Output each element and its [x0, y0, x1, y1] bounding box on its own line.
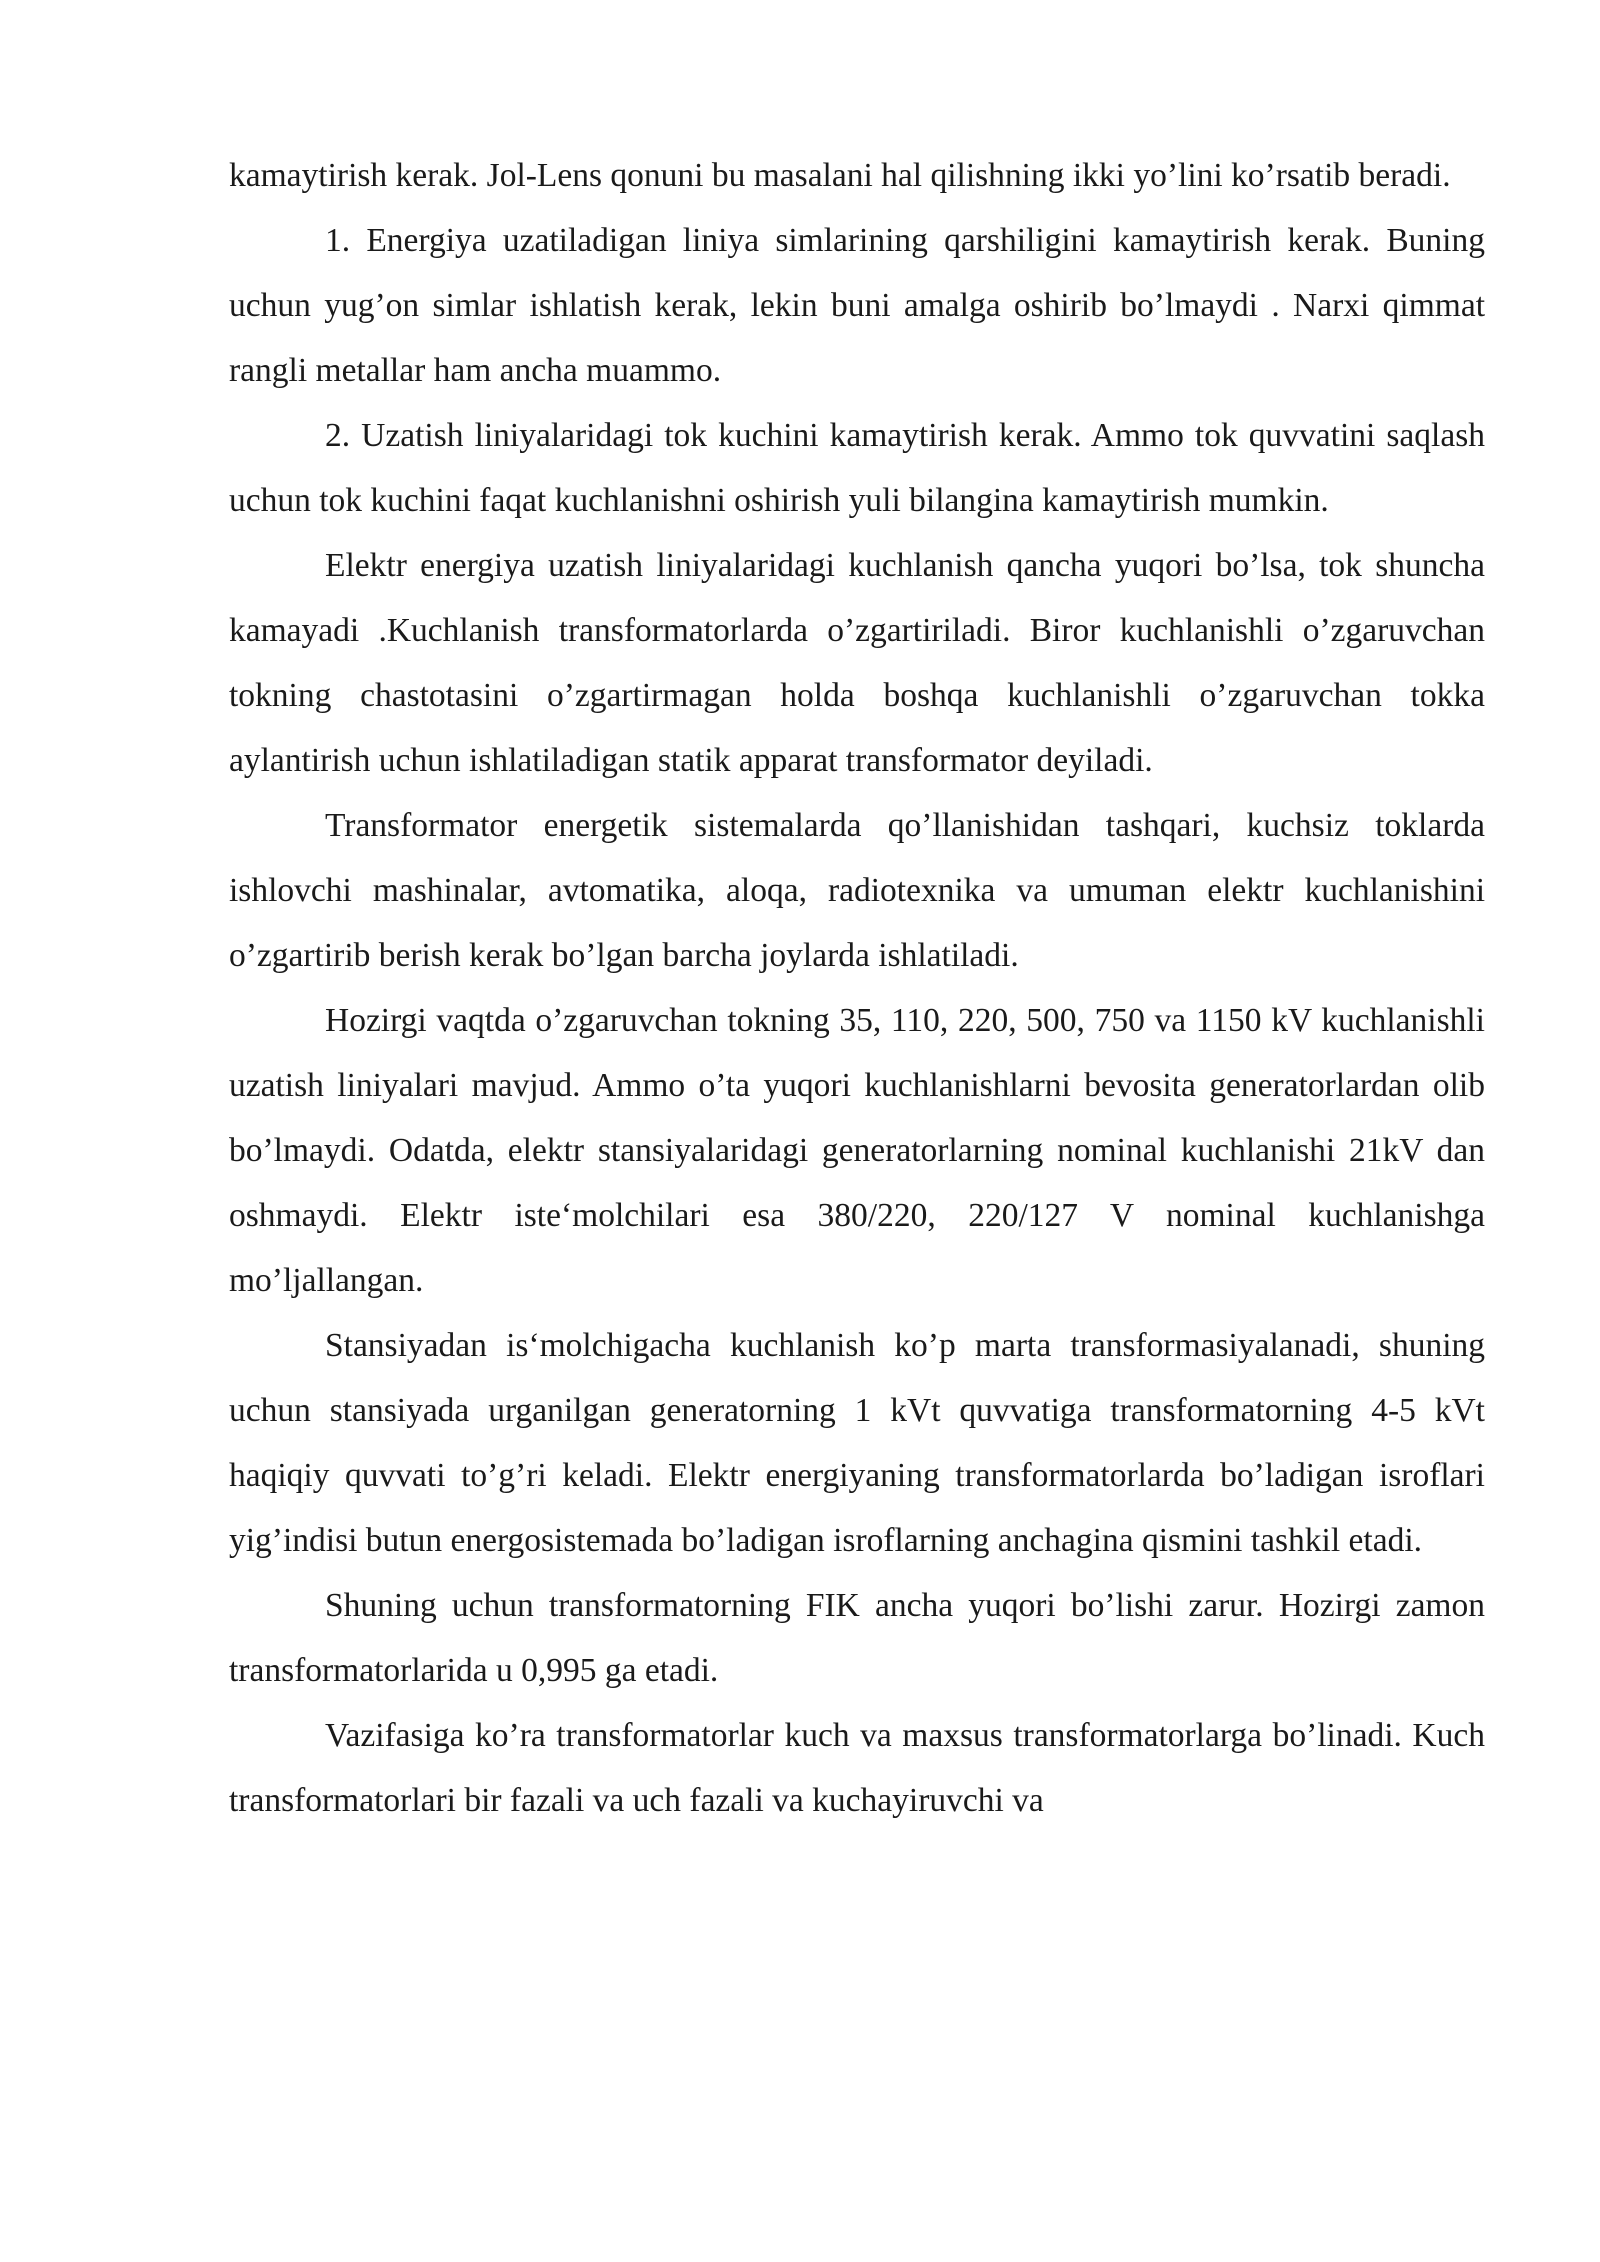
paragraph-transformation-losses: Stansiyadan is‘molchigacha kuchlanish ko’p marta transformasiyalanadi, shuning uchun stansiyada urganilgan generatorning 1 kVt quvvatiga transformatorning 4-5 kVt haqiqiy quvvati to’g’ri keladi. Elektr energiyaning transformatorlarda bo’ladigan isroflari yig’indisi butun energosistemada bo’ladigan isroflarning anchagina qismini tashkil etadi. [229, 1327, 1485, 1559]
paragraph-efficiency: Shuning uchun transformatorning FIK ancha yuqori bo’lishi zarur. Hozirgi zamon transformatorlarida u 0,995 ga etadi. [229, 1587, 1485, 1689]
paragraph-item-2: 2. Uzatish liniyalaridagi tok kuchini kamaytirish kerak. Ammo tok quvvatini saqlash uchun tok kuchini faqat kuchlanishni oshirish yuli bilangina kamaytirish mumkin. [229, 417, 1485, 519]
paragraph-continuation: kamaytirish kerak. Jol-Lens qonuni bu masalani hal qilishning ikki yo’lini ko’rsatib beradi. [229, 157, 1451, 194]
paragraph-voltage-transformer: Elektr energiya uzatish liniyalaridagi kuchlanish qancha yuqori bo’lsa, tok shuncha kamayadi .Kuchlanish transformatorlarda o’zgartiriladi. Biror kuchlanishli o’zgaruvchan tokning chastotasini o’zgartirmagan holda boshqa kuchlanishli o’zgaruvchan tokka aylantirish uchun ishlatiladigan statik apparat transformator deyiladi. [229, 547, 1485, 779]
paragraph-voltage-levels: Hozirgi vaqtda o’zgaruvchan tokning 35, 110, 220, 500, 750 va 1150 kV kuchlanishli uzatish liniyalari mavjud. Ammo o’ta yuqori kuchlanishlarni bevosita generatorlardan olib bo’lmaydi. Odatda, elektr stansiyalaridagi generatorlarning nominal kuchlanishi 21kV dan oshmaydi. Elektr iste‘molchilari esa 380/220, 220/127 V nominal kuchlanishga mo’ljallangan. [229, 1002, 1485, 1299]
paragraph-classification: Vazifasiga ko’ra transformatorlar kuch va maxsus transformatorlarga bo’linadi. Kuch transformatorlari bir fazali va uch fazali va kuchayiruvchi va [229, 1717, 1485, 1819]
document-body [229, 143, 1485, 1833]
paragraph-transformer-usage: Transformator energetik sistemalarda qo’llanishidan tashqari, kuchsiz toklarda ishlovchi mashinalar, avtomatika, aloqa, radiotexnika va umuman elektr kuchlanishini o’zgartirib berish kerak bo’lgan barcha joylarda ishlatiladi. [229, 807, 1485, 974]
paragraph-item-1: 1. Energiya uzatiladigan liniya simlarining qarshiligini kamaytirish kerak. Buning uchun yug’on simlar ishlatish kerak, lekin buni amalga oshirib bo’lmaydi . Narxi qimmat rangli metallar ham ancha muammo. [229, 222, 1485, 389]
